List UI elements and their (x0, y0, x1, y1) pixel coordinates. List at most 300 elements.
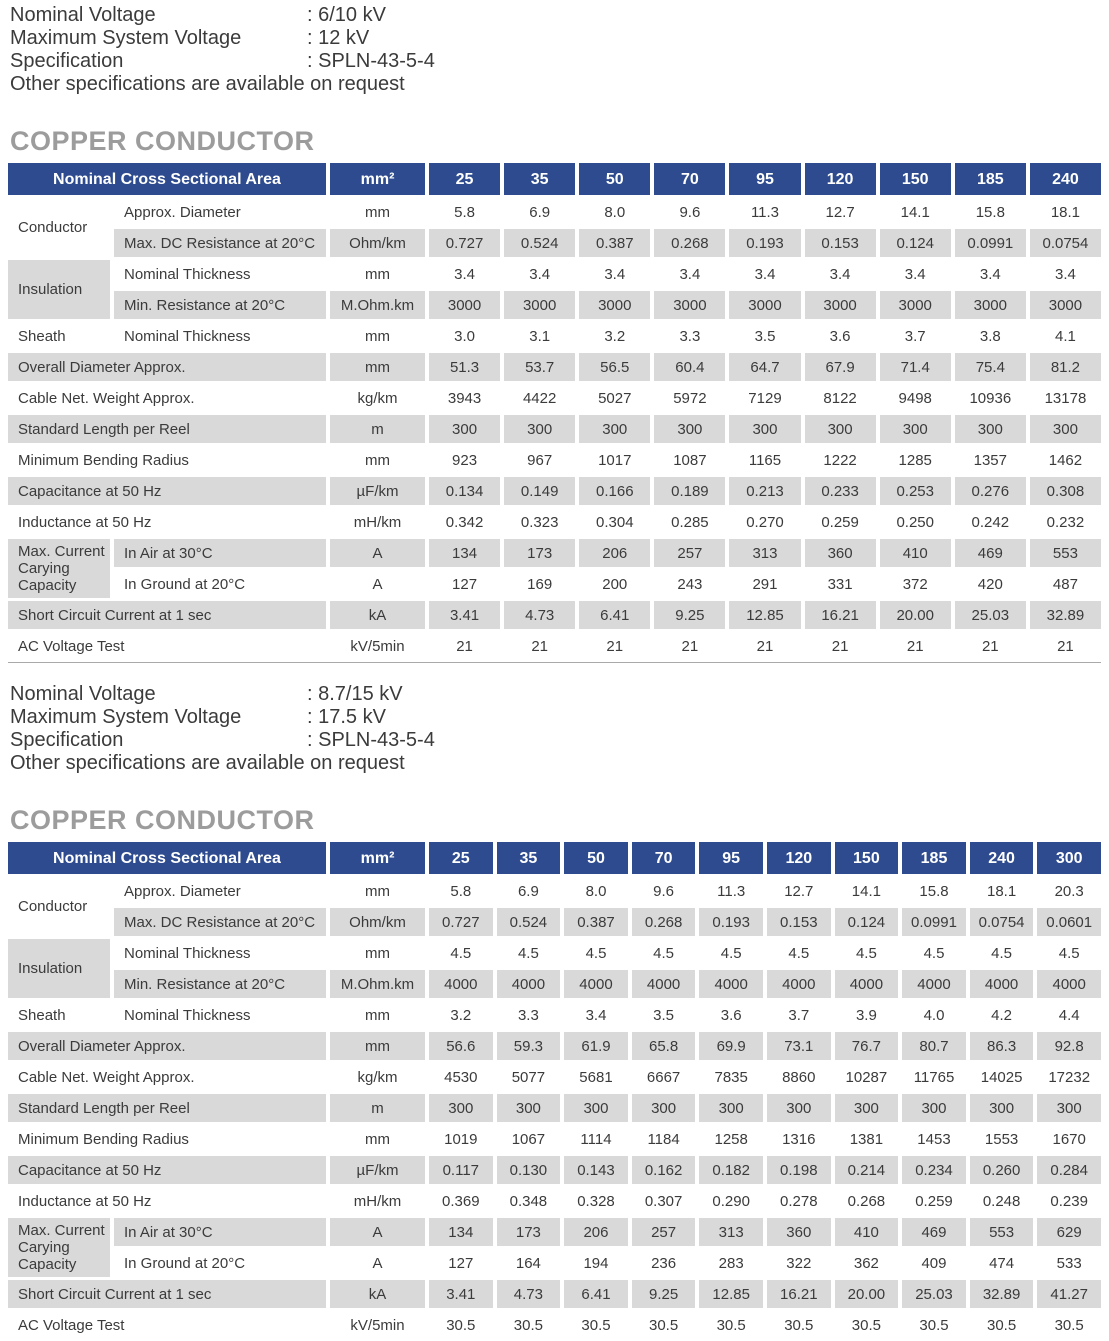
value-cell: 18.1 (986, 882, 1017, 900)
info-value: : 6/10 kV (307, 4, 386, 26)
value-cell: 0.276 (955, 477, 1026, 505)
value-cell: 20.3 (1054, 882, 1084, 900)
value-cell: 0.162 (632, 1156, 696, 1184)
value-cell: 3.41 (429, 1280, 493, 1308)
table-header-size: 120 (805, 163, 876, 195)
value-cell: 362 (853, 1254, 879, 1272)
row-label-cell: Capacitance at 50 Hz (8, 477, 326, 505)
unit-cell: mH/km (353, 1192, 402, 1210)
unit-cell: mm (365, 451, 390, 469)
value-cell: 16.21 (767, 1280, 831, 1308)
value-cell: 0.253 (880, 477, 951, 505)
value-cell: 3.41 (429, 601, 500, 629)
value-cell: 3.6 (720, 1006, 742, 1024)
row-label-cell: Minimum Bending Radius (18, 451, 189, 469)
value-cell: 0.307 (644, 1192, 683, 1210)
value-cell: 12.85 (699, 1280, 763, 1308)
table-header-size: 95 (729, 163, 800, 195)
info-label: Nominal Voltage (10, 4, 156, 26)
value-cell: 1462 (1048, 451, 1083, 469)
value-cell: 8122 (823, 389, 857, 407)
value-cell: 20.00 (835, 1280, 899, 1308)
table-header-area-label: Nominal Cross Sectional Area (8, 163, 326, 195)
table-header-size: 25 (429, 842, 493, 874)
value-cell: 469 (902, 1218, 966, 1246)
value-cell: 0.268 (847, 1192, 886, 1210)
row-label-cell: Approx. Diameter (124, 882, 241, 900)
info-label: Maximum System Voltage (10, 27, 242, 49)
value-cell: 1381 (849, 1130, 884, 1148)
spec-info-block (0, 0, 1109, 96)
value-cell: 9.25 (632, 1280, 696, 1308)
value-cell: 21 (681, 637, 699, 655)
table-header-size: 95 (699, 842, 763, 874)
value-cell: 30.5 (581, 1316, 611, 1334)
value-cell: 4000 (497, 970, 561, 998)
row-label-cell: Nominal Thickness (124, 1006, 251, 1024)
value-cell: 14.1 (851, 882, 881, 900)
value-cell: 1184 (647, 1130, 680, 1148)
value-cell: 3000 (579, 291, 650, 319)
row-label-cell: Min. Resistance at 20°C (114, 291, 326, 319)
value-cell: 30.5 (648, 1316, 679, 1334)
unit-cell: A (372, 575, 383, 593)
value-cell: 3.1 (529, 327, 551, 345)
value-cell: 200 (602, 575, 628, 593)
value-cell: 300 (632, 1094, 696, 1122)
value-cell: 0.348 (509, 1192, 548, 1210)
value-cell: 0.260 (970, 1156, 1034, 1184)
value-cell: 1258 (714, 1130, 748, 1148)
table-header-size: 240 (970, 842, 1034, 874)
unit-cell: mm (330, 1032, 425, 1060)
category-cell: Max. Current Carying Capacity (8, 1218, 110, 1277)
table-header-size: 150 (880, 163, 951, 195)
value-cell: 360 (805, 539, 876, 567)
info-label: Nominal Voltage (10, 683, 156, 705)
value-cell: 4000 (1037, 970, 1101, 998)
value-cell: 300 (579, 415, 650, 443)
value-cell: 56.6 (429, 1032, 493, 1060)
table-header-size: 300 (1037, 842, 1101, 874)
unit-cell: µF/km (330, 477, 425, 505)
value-cell: 257 (654, 539, 725, 567)
info-value: : 12 kV (307, 27, 370, 49)
value-cell: 300 (564, 1094, 628, 1122)
table-header-size: 150 (835, 842, 899, 874)
value-cell: 3.4 (454, 265, 475, 283)
info-note: Other specifications are available on request (10, 752, 405, 774)
value-cell: 5027 (598, 389, 632, 407)
value-cell: 5.8 (450, 882, 472, 900)
value-cell: 0.242 (971, 513, 1010, 531)
value-cell: 61.9 (564, 1032, 628, 1060)
value-cell: 14.1 (900, 203, 930, 221)
unit-cell: kA (330, 1280, 425, 1308)
value-cell: 300 (654, 415, 725, 443)
row-label-cell: Min. Resistance at 20°C (114, 970, 326, 998)
value-cell: 4.5 (585, 944, 607, 962)
value-cell: 300 (767, 1094, 831, 1122)
value-cell: 21 (831, 637, 849, 655)
value-cell: 0.213 (729, 477, 800, 505)
unit-cell: mm (330, 353, 425, 381)
value-cell: 9498 (898, 389, 932, 407)
value-cell: 21 (456, 637, 473, 655)
value-cell: 300 (1037, 1094, 1101, 1122)
value-cell: 9.6 (679, 203, 701, 221)
value-cell: 5972 (673, 389, 707, 407)
value-cell: 0.284 (1037, 1156, 1101, 1184)
value-cell: 0.143 (564, 1156, 628, 1184)
value-cell: 4000 (835, 970, 899, 998)
value-cell: 360 (767, 1218, 831, 1246)
value-cell: 0.239 (1050, 1192, 1088, 1210)
value-cell: 1357 (973, 451, 1007, 469)
value-cell: 169 (527, 575, 553, 593)
value-cell: 4.5 (450, 944, 472, 962)
row-label-cell: Nominal Thickness (124, 327, 251, 345)
value-cell: 10936 (969, 389, 1012, 407)
value-cell: 30.5 (1054, 1316, 1084, 1334)
value-cell: 76.7 (835, 1032, 899, 1060)
value-cell: 164 (515, 1254, 541, 1272)
value-cell: 300 (729, 415, 800, 443)
value-cell: 0.0991 (955, 229, 1026, 257)
unit-cell: mm (365, 1006, 390, 1024)
value-cell: 0.323 (520, 513, 559, 531)
value-cell: 409 (921, 1254, 947, 1272)
info-line (10, 683, 1101, 706)
unit-cell: M.Ohm.km (330, 970, 425, 998)
value-cell: 923 (452, 451, 478, 469)
value-cell: 60.4 (654, 353, 725, 381)
value-cell: 4.4 (1058, 1006, 1080, 1024)
value-cell: 410 (835, 1218, 899, 1246)
value-cell: 322 (786, 1254, 812, 1272)
value-cell: 14025 (980, 1068, 1023, 1086)
row-label-cell: Overall Diameter Approx. (8, 1032, 326, 1060)
value-cell: 3000 (729, 291, 800, 319)
value-cell: 0.387 (564, 908, 628, 936)
value-cell: 300 (429, 1094, 493, 1122)
value-cell: 30.5 (919, 1316, 949, 1334)
value-cell: 0.727 (429, 229, 500, 257)
value-cell: 0.166 (579, 477, 650, 505)
value-cell: 3.4 (829, 265, 851, 283)
value-cell: 9.6 (653, 882, 675, 900)
copper-conductor-table (8, 163, 1101, 663)
unit-cell: mH/km (353, 513, 402, 531)
category-cell: Insulation (8, 939, 110, 998)
table-header-size: 185 (902, 842, 966, 874)
value-cell: 4.5 (788, 944, 810, 962)
value-cell: 300 (805, 415, 876, 443)
value-cell: 4000 (902, 970, 966, 998)
value-cell: 0.149 (504, 477, 575, 505)
value-cell: 0.193 (729, 229, 800, 257)
value-cell: 6.9 (517, 882, 539, 900)
value-cell: 7129 (748, 389, 782, 407)
value-cell: 3.0 (454, 327, 475, 345)
table-header-size: 70 (632, 842, 696, 874)
table-header-area-label: Nominal Cross Sectional Area (8, 842, 326, 874)
row-label-cell: AC Voltage Test (18, 637, 125, 655)
info-note: Other specifications are available on request (10, 73, 405, 95)
value-cell: 283 (718, 1254, 744, 1272)
value-cell: 313 (729, 539, 800, 567)
value-cell: 32.89 (970, 1280, 1034, 1308)
value-cell: 0.233 (805, 477, 876, 505)
value-cell: 0.259 (915, 1192, 953, 1210)
row-label-cell: Capacitance at 50 Hz (8, 1156, 326, 1184)
unit-cell: mm (365, 944, 390, 962)
table-header-size: 25 (429, 163, 500, 195)
spec-info-block (0, 679, 1109, 775)
info-line (10, 27, 1101, 50)
value-cell: 17232 (1048, 1068, 1091, 1086)
value-cell: 3000 (805, 291, 876, 319)
info-line (10, 4, 1101, 27)
info-label: Specification (10, 50, 124, 72)
value-cell: 3.6 (829, 327, 851, 345)
value-cell: 5077 (511, 1068, 546, 1086)
value-cell: 3.4 (529, 265, 551, 283)
unit-cell: kA (330, 601, 425, 629)
value-cell: 1165 (748, 451, 782, 469)
value-cell: 300 (955, 415, 1026, 443)
value-cell: 3.4 (604, 265, 626, 283)
value-cell: 300 (699, 1094, 763, 1122)
value-cell: 0.189 (654, 477, 725, 505)
value-cell: 4422 (522, 389, 557, 407)
value-cell: 41.27 (1037, 1280, 1101, 1308)
value-cell: 80.7 (902, 1032, 966, 1060)
table-header-size: 35 (497, 842, 561, 874)
value-cell: 4.5 (855, 944, 877, 962)
value-cell: 0.268 (654, 229, 725, 257)
value-cell: 3.2 (604, 327, 626, 345)
row-label-cell: Max. DC Resistance at 20°C (114, 908, 326, 936)
value-cell: 300 (835, 1094, 899, 1122)
info-value: : 8.7/15 kV (307, 683, 403, 705)
value-cell: 300 (880, 415, 951, 443)
value-cell: 18.1 (1050, 203, 1081, 221)
value-cell: 173 (504, 539, 575, 567)
unit-cell: mm (365, 327, 390, 345)
value-cell: 3000 (654, 291, 725, 319)
value-cell: 59.3 (497, 1032, 561, 1060)
value-cell: 487 (1052, 575, 1078, 593)
value-cell: 6.41 (579, 601, 650, 629)
value-cell: 21 (531, 637, 548, 655)
row-label-cell: Standard Length per Reel (8, 1094, 326, 1122)
value-cell: 56.5 (579, 353, 650, 381)
value-cell: 4.5 (517, 944, 539, 962)
row-label-cell: In Ground at 20°C (124, 575, 246, 593)
value-cell: 0.304 (596, 513, 634, 531)
value-cell: 10287 (845, 1068, 888, 1086)
value-cell: 0.259 (821, 513, 859, 531)
table-header-size: 35 (504, 163, 575, 195)
value-cell: 3.4 (585, 1006, 607, 1024)
value-cell: 0.270 (746, 513, 784, 531)
value-cell: 4000 (970, 970, 1034, 998)
value-cell: 30.5 (851, 1316, 881, 1334)
value-cell: 3.8 (979, 327, 1001, 345)
table-header-unit: mm² (330, 842, 425, 874)
value-cell: 4530 (444, 1068, 478, 1086)
info-line (10, 706, 1101, 729)
value-cell: 4.5 (991, 944, 1013, 962)
table-header-size: 50 (564, 842, 628, 874)
value-cell: 3943 (447, 389, 482, 407)
value-cell: 15.8 (919, 882, 949, 900)
value-cell: 12.7 (825, 203, 855, 221)
value-cell: 1285 (898, 451, 932, 469)
value-cell: 4.5 (653, 944, 675, 962)
row-label-cell: Nominal Thickness (124, 944, 251, 962)
table-header-size: 120 (767, 842, 831, 874)
value-cell: 3.3 (679, 327, 701, 345)
value-cell: 0.153 (805, 229, 876, 257)
row-label-cell: Cable Net. Weight Approx. (18, 389, 195, 407)
value-cell: 300 (902, 1094, 966, 1122)
value-cell: 3.4 (754, 265, 776, 283)
value-cell: 7835 (714, 1068, 748, 1086)
row-label-cell: Nominal Thickness (124, 265, 251, 283)
value-cell: 0.0991 (902, 908, 966, 936)
value-cell: 3.5 (653, 1006, 675, 1024)
value-cell: 629 (1037, 1218, 1101, 1246)
table-header-size: 50 (579, 163, 650, 195)
value-cell: 3.4 (1055, 265, 1076, 283)
section-title: COPPER CONDUCTOR (10, 805, 315, 835)
value-cell: 73.1 (767, 1032, 831, 1060)
value-cell: 4000 (429, 970, 493, 998)
value-cell: 0.130 (497, 1156, 561, 1184)
value-cell: 3.7 (904, 327, 926, 345)
unit-cell: A (330, 1218, 425, 1246)
value-cell: 53.7 (504, 353, 575, 381)
value-cell: 4.73 (497, 1280, 561, 1308)
value-cell: 1222 (823, 451, 857, 469)
info-value: : 17.5 kV (307, 706, 386, 728)
unit-cell: mm (365, 265, 390, 283)
value-cell: 4000 (632, 970, 696, 998)
value-cell: 8.0 (604, 203, 626, 221)
value-cell: 1087 (673, 451, 707, 469)
unit-cell: mm (365, 1130, 390, 1148)
value-cell: 1019 (444, 1130, 478, 1148)
value-cell: 0.0601 (1037, 908, 1101, 936)
value-cell: 300 (504, 415, 575, 443)
value-cell: 9.25 (654, 601, 725, 629)
value-cell: 3.4 (979, 265, 1001, 283)
value-cell: 3000 (504, 291, 575, 319)
value-cell: 4.0 (923, 1006, 945, 1024)
value-cell: 300 (970, 1094, 1034, 1122)
value-cell: 8860 (782, 1068, 816, 1086)
value-cell: 3.3 (517, 1006, 539, 1024)
unit-cell: A (372, 1254, 383, 1272)
unit-cell: mm (365, 882, 390, 900)
value-cell: 92.8 (1037, 1032, 1101, 1060)
value-cell: 11765 (913, 1068, 955, 1086)
value-cell: 0.124 (880, 229, 951, 257)
value-cell: 206 (564, 1218, 628, 1246)
row-label-cell: Minimum Bending Radius (18, 1130, 189, 1148)
value-cell: 30.5 (784, 1316, 814, 1334)
value-cell: 5681 (579, 1068, 613, 1086)
value-cell: 30.5 (513, 1316, 543, 1334)
value-cell: 173 (497, 1218, 561, 1246)
value-cell: 0.0754 (1030, 229, 1101, 257)
row-label-cell: Cable Net. Weight Approx. (18, 1068, 195, 1086)
value-cell: 11.3 (717, 882, 746, 900)
value-cell: 86.3 (970, 1032, 1034, 1060)
value-cell: 3.4 (904, 265, 926, 283)
value-cell: 300 (429, 415, 500, 443)
unit-cell: Ohm/km (330, 229, 425, 257)
value-cell: 410 (880, 539, 951, 567)
value-cell: 0.0754 (970, 908, 1034, 936)
value-cell: 300 (497, 1094, 561, 1122)
value-cell: 3000 (955, 291, 1026, 319)
value-cell: 3.7 (788, 1006, 810, 1024)
value-cell: 6.9 (529, 203, 551, 221)
value-cell: 13178 (1044, 389, 1087, 407)
table-header-size: 240 (1030, 163, 1101, 195)
info-label: Maximum System Voltage (10, 706, 242, 728)
value-cell: 3.5 (754, 327, 776, 345)
value-cell: 12.7 (784, 882, 814, 900)
value-cell: 69.9 (699, 1032, 763, 1060)
row-label-cell: AC Voltage Test (18, 1316, 125, 1334)
unit-cell: kV/5min (350, 637, 405, 655)
value-cell: 0.134 (429, 477, 500, 505)
value-cell: 6667 (646, 1068, 681, 1086)
value-cell: 127 (448, 1254, 474, 1272)
value-cell: 21 (981, 637, 999, 655)
value-cell: 51.3 (429, 353, 500, 381)
value-cell: 4.5 (1058, 944, 1080, 962)
value-cell: 65.8 (632, 1032, 696, 1060)
section-title: COPPER CONDUCTOR (10, 126, 315, 156)
value-cell: 4000 (699, 970, 763, 998)
category-cell: Sheath (18, 327, 66, 345)
value-cell: 21 (606, 637, 624, 655)
value-cell: 1670 (1052, 1130, 1086, 1148)
value-cell: 4.1 (1055, 327, 1076, 345)
value-cell: 469 (955, 539, 1026, 567)
value-cell: 0.193 (699, 908, 763, 936)
info-value: : SPLN-43-5-4 (307, 729, 435, 751)
value-cell: 0.727 (429, 908, 493, 936)
value-cell: 474 (989, 1254, 1015, 1272)
value-cell: 67.9 (805, 353, 876, 381)
value-cell: 0.369 (442, 1192, 480, 1210)
value-cell: 0.387 (579, 229, 650, 257)
value-cell: 0.214 (835, 1156, 899, 1184)
unit-cell: kg/km (357, 389, 398, 407)
unit-cell: kV/5min (350, 1316, 405, 1334)
value-cell: 16.21 (805, 601, 876, 629)
value-cell: 206 (579, 539, 650, 567)
table-header-size: 185 (955, 163, 1026, 195)
value-cell: 0.524 (497, 908, 561, 936)
section-6-10kv (0, 0, 1109, 663)
